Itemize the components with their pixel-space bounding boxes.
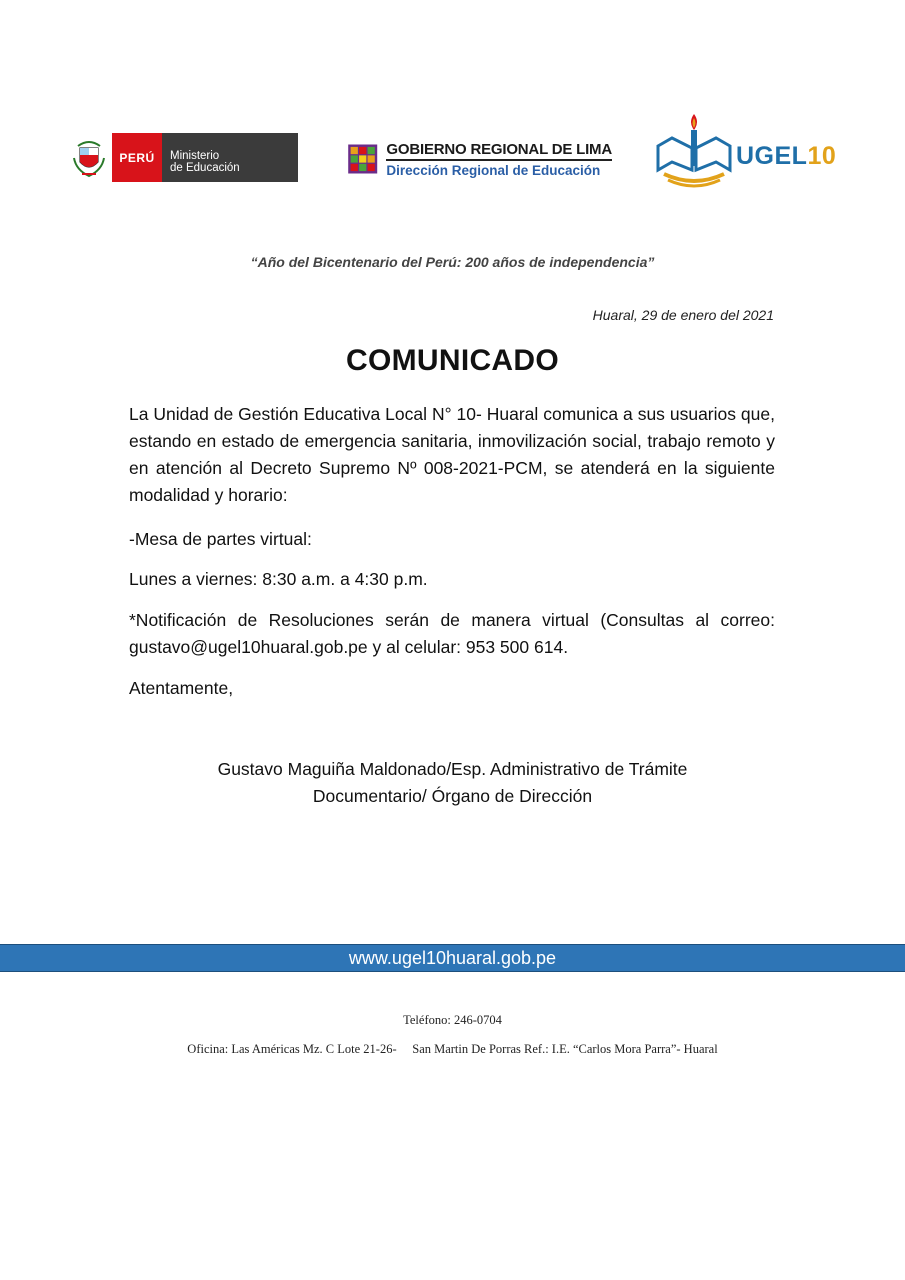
peru-coat-of-arms-icon (66, 133, 112, 182)
gobierno-regional-title: GOBIERNO REGIONAL DE LIMA (386, 141, 612, 161)
ugel10-logo (652, 108, 837, 194)
signature-block (0, 756, 905, 810)
notification-paragraph: *Notificación de Resoluciones serán de manera virtual (Consultas al correo: gustavo@ugel10huaral.gob.pe y al celular: 953 500 614. (129, 610, 775, 657)
peru-label: PERÚ (112, 133, 162, 182)
ugel-name: UGEL10 (736, 142, 837, 170)
phone-number: Teléfono: 246-0704 (403, 1013, 502, 1027)
signer-line-2: Documentario/ Órgano de Dirección (312, 786, 593, 806)
direccion-regional-subtitle: Dirección Regional de Educación (386, 162, 601, 178)
document-title: COMUNICADO (346, 344, 559, 377)
gobierno-regional-emblem-icon (347, 133, 378, 185)
closing-line: Atentamente, (129, 678, 234, 698)
website-footer-bar[interactable]: www.ugel10huaral.gob.pe (0, 944, 905, 972)
mesa-de-partes-line: -Mesa de partes virtual: (129, 529, 312, 549)
minedu-logo (66, 133, 298, 182)
schedule-line: Lunes a viernes: 8:30 a.m. a 4:30 p.m. (129, 569, 428, 589)
year-motto: “Año del Bicentenario del Perú: 200 años de independencia” (250, 254, 655, 270)
ugel-book-torch-icon (652, 108, 736, 194)
ministerio-name: Ministerio de Educación (162, 133, 298, 182)
office-address: Oficina: Las Américas Mz. C Lote 21-26- San Martin De Porras Ref.: I.E. “Carlos Mora Parra”- Huaral (187, 1042, 718, 1056)
gobierno-regional-logo (347, 133, 612, 185)
intro-paragraph: La Unidad de Gestión Educativa Local N° 10- Huaral comunica a sus usuarios que, estando en estado de emergencia sanitaria, inmovilización social, trabajo remoto y en atención al Decreto Supremo Nº 008-2021-PCM, se atenderá en la siguiente modalidad y horario: (129, 404, 775, 505)
signer-line-1: Gustavo Maguiña Maldonado/Esp. Administrativo de Trámite (217, 759, 688, 779)
document-date: Huaral, 29 de enero del 2021 (592, 307, 774, 323)
